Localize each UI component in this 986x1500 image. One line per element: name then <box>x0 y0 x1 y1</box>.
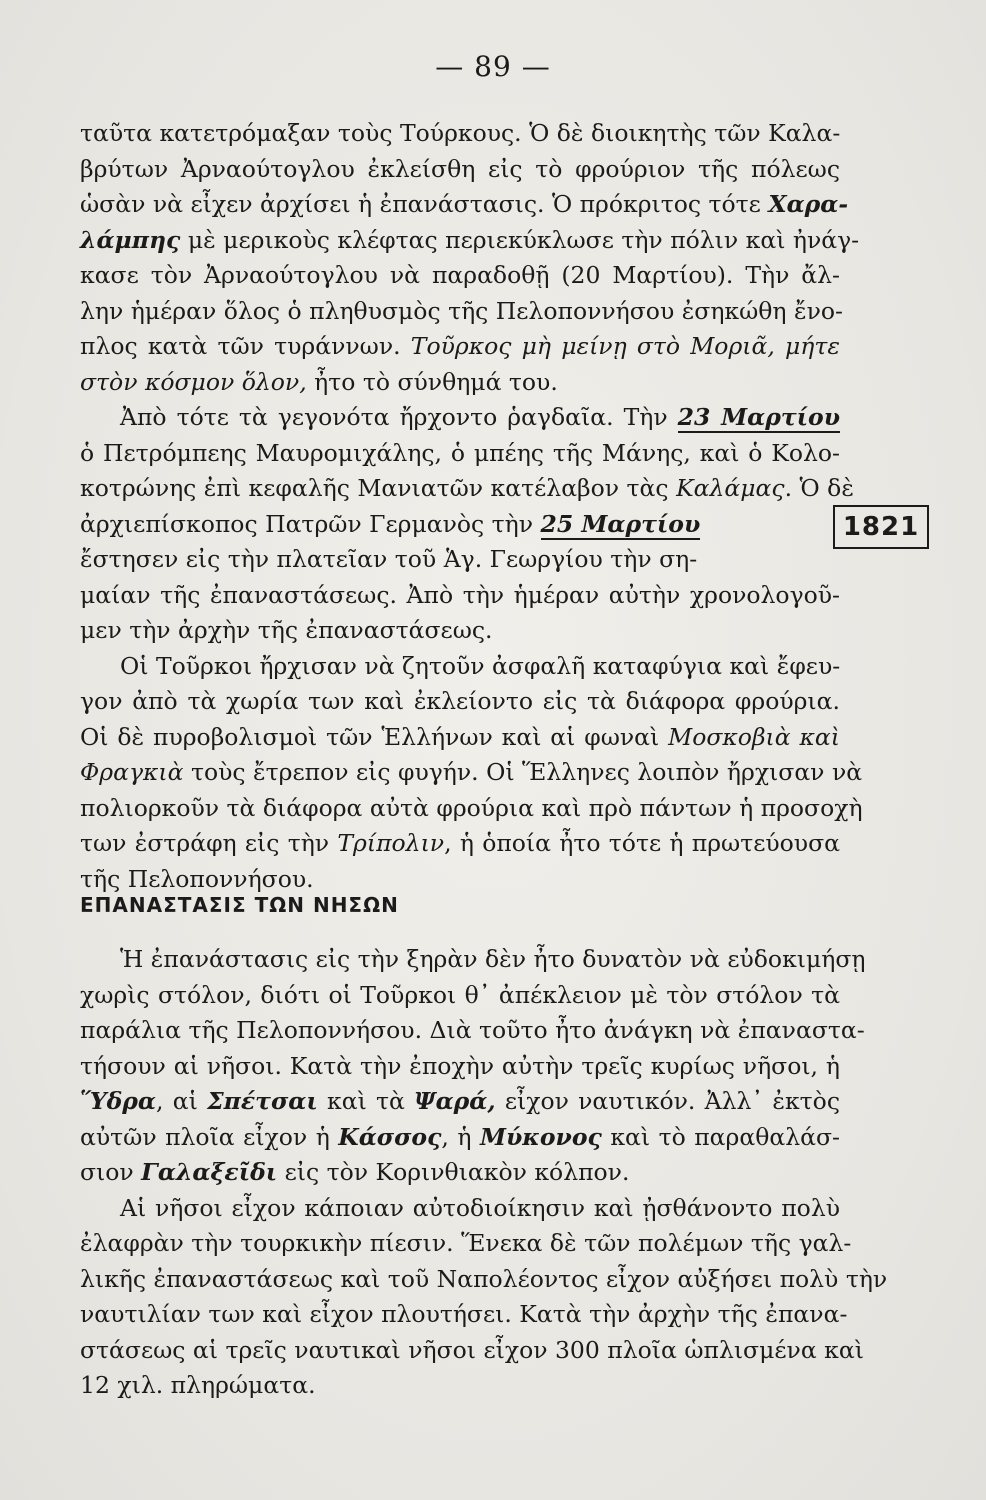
paragraph-islands <box>80 942 888 1404</box>
text-line: χωρὶς στόλον, διότι οἱ Τοῦρκοι θ᾽ ἀπέκλειον μὲ τὸν στόλον τὰ <box>80 980 840 1009</box>
text-line: λην ἡμέραν ὅλος ὁ πληθυσμὸς τῆς Πελοποννήσου ἐσηκώθη ἔνο- <box>80 296 843 325</box>
text-line: στὸν κόσμον ὅλον, ἦτο τὸ σύνθημά του. <box>80 367 558 396</box>
text-line: γον ἀπὸ τὰ χωρία των καὶ ἐκλείοντο εἰς τὰ διάφορα φρούρια. <box>80 687 840 715</box>
text-line: ὡσὰν νὰ εἶχεν ἀρχίσει ἡ ἐπανάστασις. Ὁ πρόκριτος τότε Χαρα- <box>80 190 849 218</box>
text-line: βρύτων Ἀρναούτογλου ἐκλείσθη εἰς τὸ φρούριον τῆς πόλεως <box>80 154 840 183</box>
text-line: στάσεως αἱ τρεῖς ναυτικαὶ νῆσοι εἶχον 300 πλοῖα ὡπλισμένα καὶ <box>80 1335 864 1364</box>
year-box-1821: 1821 <box>833 505 929 549</box>
text-line: Οἱ Τοῦρκοι ἤρχισαν νὰ ζητοῦν ἀσφαλῆ καταφύγια καὶ ἔφευ- <box>120 651 841 680</box>
text-line: μαίαν τῆς ἐπαναστάσεως. Ἀπὸ τὴν ἡμέραν αὐτὴν χρονολογοῦ- <box>80 580 840 609</box>
text-line: ταῦτα κατετρόμαξαν τοὺς Τούρκους. Ὁ δὲ διοικητὴς τῶν Καλα- <box>80 119 841 147</box>
text-line: λικῆς ἐπαναστάσεως καὶ τοῦ Ναπολέοντος εἶχον αὐξήσει πολὺ τὴν <box>80 1264 888 1293</box>
name-charalampis: Χαρα- <box>768 190 849 218</box>
text-line: λάμπης μὲ μερικοὺς κλέφτας περιεκύκλωσε τὴν πόλιν καὶ ἠνάγ- <box>80 225 860 254</box>
text-line: ναυτιλίαν των καὶ εἶχον πλουτήσει. Κατὰ τὴν ἀρχὴν τῆς ἐπανα- <box>80 1300 848 1328</box>
text-line: κοτρώνης ἐπὶ κεφαλῆς Μανιατῶν κατέλαβον τὰς Καλάμας. Ὁ δὲ <box>80 474 854 502</box>
text-line: 12 χιλ. πληρώματα. <box>80 1371 316 1399</box>
text-line: ἀρχιεπίσκοπος Πατρῶν Γερμανὸς τὴν 25 Μαρτίου <box>80 509 701 538</box>
text-line: τῆς Πελοποννήσου. <box>80 864 314 893</box>
text-line: πλος κατὰ τῶν τυράννων. Τοῦρκος μὴ μείνῃ στὸ Μοριᾶ, μήτε <box>80 332 840 360</box>
date-23-march: 23 Μαρτίου <box>677 403 840 431</box>
text-line: πολιορκοῦν τὰ διάφορα αὐτὰ φρούρια καὶ πρὸ πάντων ἡ προσοχὴ <box>80 793 863 822</box>
text-line: κασε τὸν Ἀρναούτογλου νὰ παραδοθῇ (20 Μαρτίου). Τὴν ἄλ- <box>80 261 840 289</box>
text-line: των ἐστράφη εἰς τὴν Τρίπολιν, ἡ ὁποία ἦτο τότε ἡ πρωτεύουσα <box>80 829 840 857</box>
text-line: σιον Γαλαξεῖδι εἰς τὸν Κορινθιακὸν κόλπον. <box>80 1158 630 1186</box>
text-line: Φραγκιὰ τοὺς ἔτρεπον εἰς φυγήν. Οἱ Ἕλληνες λοιπὸν ἤρχισαν νὰ <box>80 758 863 786</box>
text-line: ὁ Πετρόμπεης Μαυρομιχάλης, ὁ μπέης τῆς Μάνης, καὶ ὁ Κολο- <box>80 438 840 467</box>
text-line: Ἡ ἐπανάστασις εἰς τὴν ξηρὰν δὲν ἦτο δυνατὸν νὰ εὐδοκιμήσῃ <box>120 945 866 973</box>
text-line: Αἱ νῆσοι εἶχον κάποιαν αὐτοδιοίκησιν καὶ ᾐσθάνοντο πολὺ <box>120 1193 840 1222</box>
text-line: Ὕδρα, αἱ Σπέτσαι καὶ τὰ Ψαρά, εἶχον ναυτικόν. Ἀλλ᾽ ἐκτὸς <box>80 1087 840 1115</box>
date-25-march: 25 Μαρτίου <box>540 509 701 538</box>
text-line: μεν τὴν ἀρχὴν τῆς ἐπαναστάσεως. <box>80 616 493 644</box>
page-number: — 89 — <box>435 50 551 83</box>
text-line: ἐλαφρὰν τὴν τουρκικὴν πίεσιν. Ἕνεκα δὲ τῶν πολέμων τῆς γαλ- <box>80 1229 852 1257</box>
text-line: αὐτῶν πλοῖα εἶχον ἡ Κάσσος, ἡ Μύκονος καὶ τὸ παραθαλάσ- <box>80 1122 840 1151</box>
section-heading: ΕΠΑΝΑΣΤΑΣΙΣ ΤΩΝ ΝΗΣΩΝ <box>80 893 399 917</box>
text-line: παράλια τῆς Πελοποννήσου. Διὰ τοῦτο ἦτο ἀνάγκη νὰ ἐπαναστα- <box>80 1016 865 1044</box>
text-line: ἔστησεν εἰς τὴν πλατεῖαν τοῦ Ἁγ. Γεωργίου τὴν ση- <box>80 545 698 573</box>
paragraph-intro <box>80 116 863 897</box>
text-line: τήσουν αἱ νῆσοι. Κατὰ τὴν ἐποχὴν αὐτὴν τρεῖς κυρίως νῆσοι, ἡ <box>80 1051 840 1080</box>
text-line: Ἀπὸ τότε τὰ γεγονότα ἤρχοντο ῥαγδαῖα. Τὴν 23 Μαρτίου <box>120 403 840 431</box>
text-line: Οἱ δὲ πυροβολισμοὶ τῶν Ἑλλήνων καὶ αἱ φωναὶ Μοσκοβιὰ καὶ <box>80 722 840 751</box>
